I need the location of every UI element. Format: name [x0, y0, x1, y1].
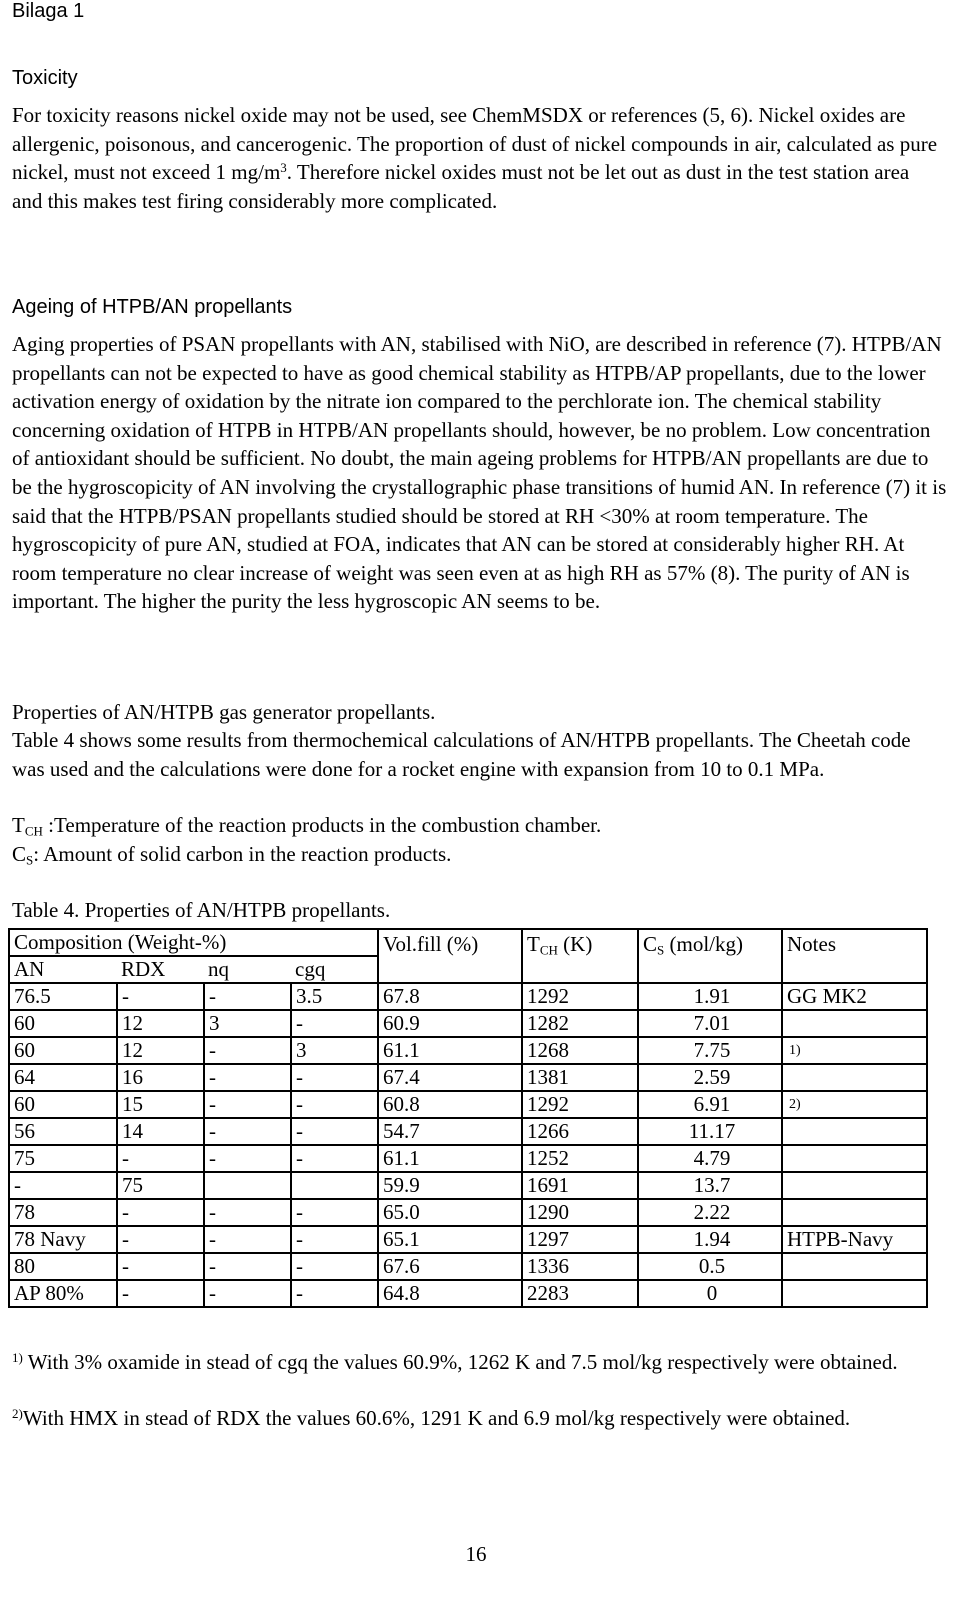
cell-nq: [204, 1172, 291, 1199]
cs-definition: [12, 840, 451, 869]
header-tch: [522, 929, 638, 983]
cell-cs: 2.59: [638, 1064, 782, 1091]
cell-an: 64: [9, 1064, 117, 1091]
table-row: [9, 1118, 927, 1145]
cell-tch: 1268: [522, 1037, 638, 1064]
cell-nq: -: [204, 1091, 291, 1118]
properties-heading: Properties of AN/HTPB gas generator propellants.: [12, 700, 436, 724]
table-header-row: [9, 929, 927, 956]
cell-cgq: 3.5: [291, 983, 378, 1010]
cell-volfill: 65.1: [378, 1226, 522, 1253]
cell-an: 56: [9, 1118, 117, 1145]
table-caption: Table 4. Properties of AN/HTPB propellants.: [12, 898, 391, 922]
cell-rdx: 14: [117, 1118, 204, 1145]
cell-cs: 7.75: [638, 1037, 782, 1064]
cell-cs: 2.22: [638, 1199, 782, 1226]
table-row: [9, 1010, 927, 1037]
cell-tch: 1297: [522, 1226, 638, 1253]
cell-rdx: 16: [117, 1064, 204, 1091]
page-number: 16: [465, 1542, 487, 1566]
footnote-2-text: With HMX in stead of RDX the values 60.6%, 1291 K and 6.9 mol/kg respectively were obtained.: [22, 1406, 851, 1430]
cell-volfill: 59.9: [378, 1172, 522, 1199]
header-tch-symbol: T: [527, 932, 540, 956]
cell-rdx: -: [117, 1199, 204, 1226]
cell-rdx: 12: [117, 1037, 204, 1064]
subheader-cgq: cgq: [291, 956, 378, 983]
cell-note: [782, 1010, 927, 1037]
cell-rdx: -: [117, 1280, 204, 1307]
cell-nq: -: [204, 1037, 291, 1064]
cell-an: 76.5: [9, 983, 117, 1010]
ageing-paragraph: Aging properties of PSAN propellants with AN, stabilised with NiO, are described in reference (7). HTPB/AN propellants can not be expected to have as good chemical stability as HTPB/AP propellants, due to the lower activation energy of oxidation by the nitrate ion compared to the perchlorate ion. The chemical stability concerning oxidation of HTPB in HTPB/AN propellants should, however, be no problem. Low concentration of antioxidant should be sufficient. No doubt, the main ageing problems for HTPB/AN propellants are due to be the hygroscopicity of AN involving the crystallographic phase transitions of humid AN. In reference (7) it is said that the HTPB/PSAN propellants studied should be stored at RH <30% at room temperature. The hygroscopicity of pure AN, studied at FOA, indicates that AN can be stored at considerably higher RH. At room temperature no clear increase of weight was seen even at as high RH as 57% (8). The purity of AN is important. The higher the purity the less hygroscopic AN seems to be.: [12, 332, 947, 614]
cell-an: 60: [9, 1010, 117, 1037]
cell-note: [782, 983, 927, 1010]
header-notes: Notes: [782, 929, 927, 983]
cell-note: [782, 1172, 927, 1199]
cs-subscript: S: [26, 852, 34, 868]
cell-tch: 1292: [522, 983, 638, 1010]
cs-symbol: C: [12, 842, 27, 866]
cell-rdx: -: [117, 1145, 204, 1172]
cs-description: : Amount of solid carbon in the reaction products.: [33, 842, 452, 866]
note-footnote-mark: 1): [789, 1043, 801, 1058]
cell-tch: 1381: [522, 1064, 638, 1091]
cell-nq: -: [204, 1145, 291, 1172]
cell-cs: 13.7: [638, 1172, 782, 1199]
cell-note: [782, 1226, 927, 1253]
cell-cgq: 3: [291, 1037, 378, 1064]
cell-an: 60: [9, 1037, 117, 1064]
cell-volfill: 65.0: [378, 1199, 522, 1226]
cell-note: [782, 1199, 927, 1226]
table-row: [9, 983, 927, 1010]
superscript: 3: [280, 160, 287, 176]
cell-note: [782, 1037, 927, 1064]
note-text: HTPB-Navy: [787, 1227, 894, 1251]
cell-tch: 1282: [522, 1010, 638, 1037]
cell-cgq: -: [291, 1145, 378, 1172]
cell-cs: 11.17: [638, 1118, 782, 1145]
cell-cgq: -: [291, 1253, 378, 1280]
cell-cgq: -: [291, 1010, 378, 1037]
cell-tch: 1266: [522, 1118, 638, 1145]
table-row: [9, 1199, 927, 1226]
cell-note: [782, 1253, 927, 1280]
cell-cs: 7.01: [638, 1010, 782, 1037]
cell-rdx: 75: [117, 1172, 204, 1199]
table-row: [9, 1226, 927, 1253]
cell-nq: -: [204, 1118, 291, 1145]
cell-rdx: 15: [117, 1091, 204, 1118]
subheader-an: AN: [9, 956, 117, 983]
cell-an: 78 Navy: [9, 1226, 117, 1253]
cell-volfill: 54.7: [378, 1118, 522, 1145]
table-row: [9, 1145, 927, 1172]
note-footnote-mark: 2): [789, 1097, 801, 1112]
cell-cgq: -: [291, 1226, 378, 1253]
cell-cgq: [291, 1172, 378, 1199]
toxicity-text-rest: . Therefore nickel oxides must not be let out as dust in the test station area and this makes test firing considerably more complicated.: [12, 160, 910, 213]
header-composition: Composition (Weight-%): [9, 929, 378, 956]
cell-nq: -: [204, 983, 291, 1010]
cell-cgq: -: [291, 1199, 378, 1226]
cell-an: AP 80%: [9, 1280, 117, 1307]
cell-note: [782, 1064, 927, 1091]
subheader-nq: nq: [204, 956, 291, 983]
tch-subscript: CH: [24, 823, 43, 839]
tch-symbol: T: [12, 813, 25, 837]
header-cs-subscript: S: [657, 942, 665, 958]
cell-cs: 0.5: [638, 1253, 782, 1280]
cell-rdx: -: [117, 983, 204, 1010]
table-row: [9, 1037, 927, 1064]
footnote-1-text: With 3% oxamide in stead of cgq the values 60.9%, 1262 K and 7.5 mol/kg respectively were obtained.: [22, 1350, 898, 1374]
header-cs-unit: (mol/kg): [664, 932, 744, 956]
cell-cgq: -: [291, 1064, 378, 1091]
cell-volfill: 64.8: [378, 1280, 522, 1307]
page-label: Bilaga 1: [12, 0, 85, 22]
header-tch-unit: (K): [557, 932, 593, 956]
cell-volfill: 61.1: [378, 1037, 522, 1064]
footnote-2-mark: 2): [12, 1405, 23, 1421]
tch-definition: [12, 811, 601, 840]
cell-note: [782, 1091, 927, 1118]
table-row: [9, 1172, 927, 1199]
cell-an: -: [9, 1172, 117, 1199]
footnote-1: [12, 1348, 937, 1377]
cell-cs: 4.79: [638, 1145, 782, 1172]
cell-volfill: 61.1: [378, 1145, 522, 1172]
cell-tch: 1292: [522, 1091, 638, 1118]
cell-tch: 1252: [522, 1145, 638, 1172]
table-body: [9, 983, 927, 1307]
cell-volfill: 67.4: [378, 1064, 522, 1091]
cell-cgq: -: [291, 1280, 378, 1307]
cell-rdx: -: [117, 1253, 204, 1280]
cell-note: [782, 1145, 927, 1172]
cell-cs: 1.91: [638, 983, 782, 1010]
table-row: [9, 1091, 927, 1118]
cell-tch: 1290: [522, 1199, 638, 1226]
cell-tch: 1691: [522, 1172, 638, 1199]
cell-tch: 1336: [522, 1253, 638, 1280]
cell-nq: -: [204, 1199, 291, 1226]
cell-volfill: 67.8: [378, 983, 522, 1010]
tch-description: :Temperature of the reaction products in the combustion chamber.: [42, 813, 602, 837]
cell-an: 60: [9, 1091, 117, 1118]
toxicity-paragraph: [12, 101, 942, 215]
header-volfill: Vol.fill (%): [378, 929, 522, 983]
cell-rdx: -: [117, 1226, 204, 1253]
cell-cs: 1.94: [638, 1226, 782, 1253]
cell-an: 80: [9, 1253, 117, 1280]
cell-nq: -: [204, 1226, 291, 1253]
cell-nq: -: [204, 1064, 291, 1091]
note-text: GG MK2: [787, 984, 867, 1008]
cell-nq: 3: [204, 1010, 291, 1037]
cell-cs: 0: [638, 1280, 782, 1307]
cell-nq: -: [204, 1280, 291, 1307]
toxicity-heading: Toxicity: [12, 67, 78, 89]
properties-table: [8, 928, 928, 1308]
header-cs: [638, 929, 782, 983]
footnote-1-mark: 1): [12, 1349, 23, 1365]
properties-paragraph: Table 4 shows some results from thermochemical calculations of AN/HTPB propellants. The Cheetah code was used and the calculations were done for a rocket engine with expansion from 10 to 0.1 MPa.: [12, 728, 911, 781]
table-row: [9, 1253, 927, 1280]
ageing-heading: Ageing of HTPB/AN propellants: [12, 296, 293, 318]
cell-volfill: 67.6: [378, 1253, 522, 1280]
table-row: [9, 1064, 927, 1091]
cell-volfill: 60.8: [378, 1091, 522, 1118]
subheader-rdx: RDX: [117, 956, 204, 983]
cell-cgq: -: [291, 1091, 378, 1118]
cell-an: 75: [9, 1145, 117, 1172]
footnote-2: [12, 1404, 937, 1433]
table-row: [9, 1280, 927, 1307]
cell-volfill: 60.9: [378, 1010, 522, 1037]
cell-tch: 2283: [522, 1280, 638, 1307]
header-cs-symbol: C: [643, 932, 658, 956]
cell-note: [782, 1280, 927, 1307]
cell-cgq: -: [291, 1118, 378, 1145]
cell-rdx: 12: [117, 1010, 204, 1037]
cell-note: [782, 1118, 927, 1145]
cell-nq: -: [204, 1253, 291, 1280]
header-tch-subscript: CH: [539, 942, 558, 958]
toxicity-text: For toxicity reasons nickel oxide may not be used, see ChemMSDX or references (5, 6). Nickel oxides are allergenic, poisonous, and cancerogenic. The proportion of dust of nickel compounds in air, calculated as pure nickel, must not exceed 1 mg/m: [12, 103, 938, 185]
cell-an: 78: [9, 1199, 117, 1226]
cell-cs: 6.91: [638, 1091, 782, 1118]
